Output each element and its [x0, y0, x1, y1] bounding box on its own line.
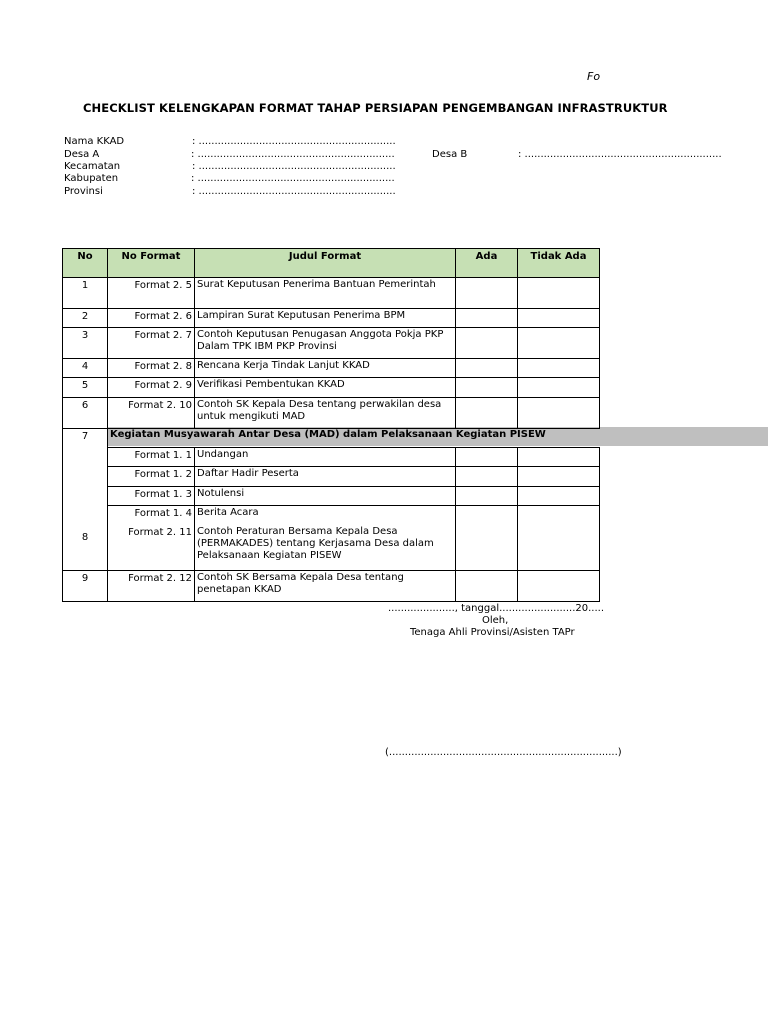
row-judul: Contoh Keputusan Penugasan Anggota Pokja PKP Dalam TPK IBM PKP Provinsi — [195, 328, 456, 359]
row-judul: Undangan — [195, 448, 456, 467]
row-format: Format 1. 3 — [108, 487, 195, 506]
ada-checkbox-cell[interactable] — [456, 571, 518, 602]
ada-checkbox-cell[interactable] — [456, 328, 518, 359]
row-judul: Contoh SK Bersama Kepala Desa tentang penetapan KKAD — [195, 571, 456, 602]
row-no: 4 — [63, 359, 108, 378]
row-judul: Daftar Hadir Peserta — [195, 467, 456, 487]
row-format-stack — [108, 506, 195, 571]
row-no: 8 — [63, 506, 108, 571]
desa-a-value: : .............................................................. — [191, 149, 395, 160]
kabupaten-value: : .............................................................. — [191, 173, 395, 184]
row-no: 6 — [63, 398, 108, 429]
row-judul: Verifikasi Pembentukan KKAD — [195, 378, 456, 398]
row-format: Format 1. 2 — [108, 467, 195, 487]
table-row — [63, 398, 600, 429]
signature-date-line: ....................., tanggal........................20..... — [388, 603, 605, 614]
kecamatan-label: Kecamatan — [64, 161, 121, 172]
row-judul: Surat Keputusan Penerima Bantuan Pemerintah — [195, 278, 456, 309]
row-no-empty — [63, 467, 108, 487]
row-format: Format 2. 11 — [128, 527, 192, 538]
row-judul: Rencana Kerja Tindak Lanjut KKAD — [195, 359, 456, 378]
table-row — [63, 359, 600, 378]
row-format: Format 2. 7 — [108, 328, 195, 359]
header-tidak-ada: Tidak Ada — [518, 249, 600, 278]
ada-checkbox-cell[interactable] — [456, 278, 518, 309]
signature-role: Tenaga Ahli Provinsi/Asisten TAPr — [410, 627, 575, 638]
signature-name-line: (........................................................................) — [385, 747, 622, 758]
tidak-ada-checkbox-cell[interactable] — [518, 571, 600, 602]
row-judul: Berita Acara — [197, 507, 259, 518]
row-format: Format 2. 10 — [108, 398, 195, 429]
row-no: 5 — [63, 378, 108, 398]
ada-checkbox-cell[interactable] — [456, 359, 518, 378]
table-row — [63, 571, 600, 602]
desa-b-label: Desa B — [432, 149, 468, 160]
row-judul-stack — [195, 506, 456, 571]
tidak-ada-checkbox-cell[interactable] — [518, 378, 600, 398]
row-no: 2 — [63, 309, 108, 328]
row-format: Format 2. 5 — [108, 278, 195, 309]
provinsi-value: : .............................................................. — [192, 186, 396, 197]
table-row-merged — [63, 506, 600, 571]
table-row — [63, 278, 600, 309]
table-section-row — [63, 429, 600, 448]
page-title: CHECKLIST KELENGKAPAN FORMAT TAHAP PERSIAPAN PENGEMBANGAN INFRASTRUKTUR — [83, 101, 668, 115]
row-no: 1 — [63, 278, 108, 309]
table-row — [63, 467, 600, 487]
tidak-ada-checkbox-cell[interactable] — [518, 398, 600, 429]
row-format: Format 1. 1 — [108, 448, 195, 467]
tidak-ada-checkbox-cell[interactable] — [518, 448, 600, 467]
kabupaten-label: Kabupaten — [64, 173, 119, 184]
tidak-ada-checkbox-cell[interactable] — [518, 278, 600, 309]
ada-checkbox-cell[interactable] — [456, 448, 518, 467]
row-judul: Contoh SK Kepala Desa tentang perwakilan desa untuk mengikuti MAD — [195, 398, 456, 429]
row-format: Format 1. 4 — [134, 508, 192, 519]
desa-b-value: : .............................................................. — [518, 149, 722, 160]
signature-oleh: Oleh, — [482, 615, 509, 626]
row-format: Format 2. 9 — [108, 378, 195, 398]
header-judul-format: Judul Format — [195, 249, 456, 278]
kecamatan-value: : .............................................................. — [192, 161, 396, 172]
table-row — [63, 378, 600, 398]
table-row — [63, 309, 600, 328]
row-judul: Lampiran Surat Keputusan Penerima BPM — [195, 309, 456, 328]
row-no: 9 — [63, 571, 108, 602]
ada-checkbox-cell[interactable] — [456, 398, 518, 429]
row-format: Format 2. 6 — [108, 309, 195, 328]
provinsi-label: Provinsi — [64, 186, 103, 197]
row-judul: Contoh Peraturan Bersama Kepala Desa (PERMAKADES) tentang Kerjasama Desa dalam Pelaksanaan Kegiatan PISEW — [197, 526, 434, 561]
desa-a-label: Desa A — [64, 149, 100, 160]
tidak-ada-checkbox-cell[interactable] — [518, 309, 600, 328]
row-no-empty — [63, 448, 108, 467]
corner-label: Fo — [587, 70, 601, 83]
section-cell — [108, 429, 600, 448]
row-no-empty — [63, 487, 108, 506]
ada-checkbox-cell[interactable] — [456, 378, 518, 398]
row-format: Format 2. 12 — [108, 571, 195, 602]
header-no-format: No Format — [108, 249, 195, 278]
row-no: 3 — [63, 328, 108, 359]
table-row — [63, 448, 600, 467]
ada-checkbox-cell[interactable] — [456, 506, 518, 571]
tidak-ada-checkbox-cell[interactable] — [518, 467, 600, 487]
header-no: No — [63, 249, 108, 278]
table-row — [63, 487, 600, 506]
ada-checkbox-cell[interactable] — [456, 309, 518, 328]
tidak-ada-checkbox-cell[interactable] — [518, 328, 600, 359]
table-row — [63, 328, 600, 359]
table-header-row — [63, 249, 600, 278]
row-judul: Notulensi — [195, 487, 456, 506]
ada-checkbox-cell[interactable] — [456, 467, 518, 487]
row-no: 7 — [63, 429, 108, 448]
tidak-ada-checkbox-cell[interactable] — [518, 506, 600, 571]
row-format: Format 2. 8 — [108, 359, 195, 378]
nama-kkad-value: : .............................................................. — [192, 136, 396, 147]
checklist-table — [62, 248, 600, 602]
section-title: Kegiatan Musyawarah Antar Desa (MAD) dalam Pelaksanaan Kegiatan PISEW — [110, 429, 546, 440]
tidak-ada-checkbox-cell[interactable] — [518, 487, 600, 506]
header-ada: Ada — [456, 249, 518, 278]
nama-kkad-label: Nama KKAD — [64, 136, 125, 147]
ada-checkbox-cell[interactable] — [456, 487, 518, 506]
tidak-ada-checkbox-cell[interactable] — [518, 359, 600, 378]
